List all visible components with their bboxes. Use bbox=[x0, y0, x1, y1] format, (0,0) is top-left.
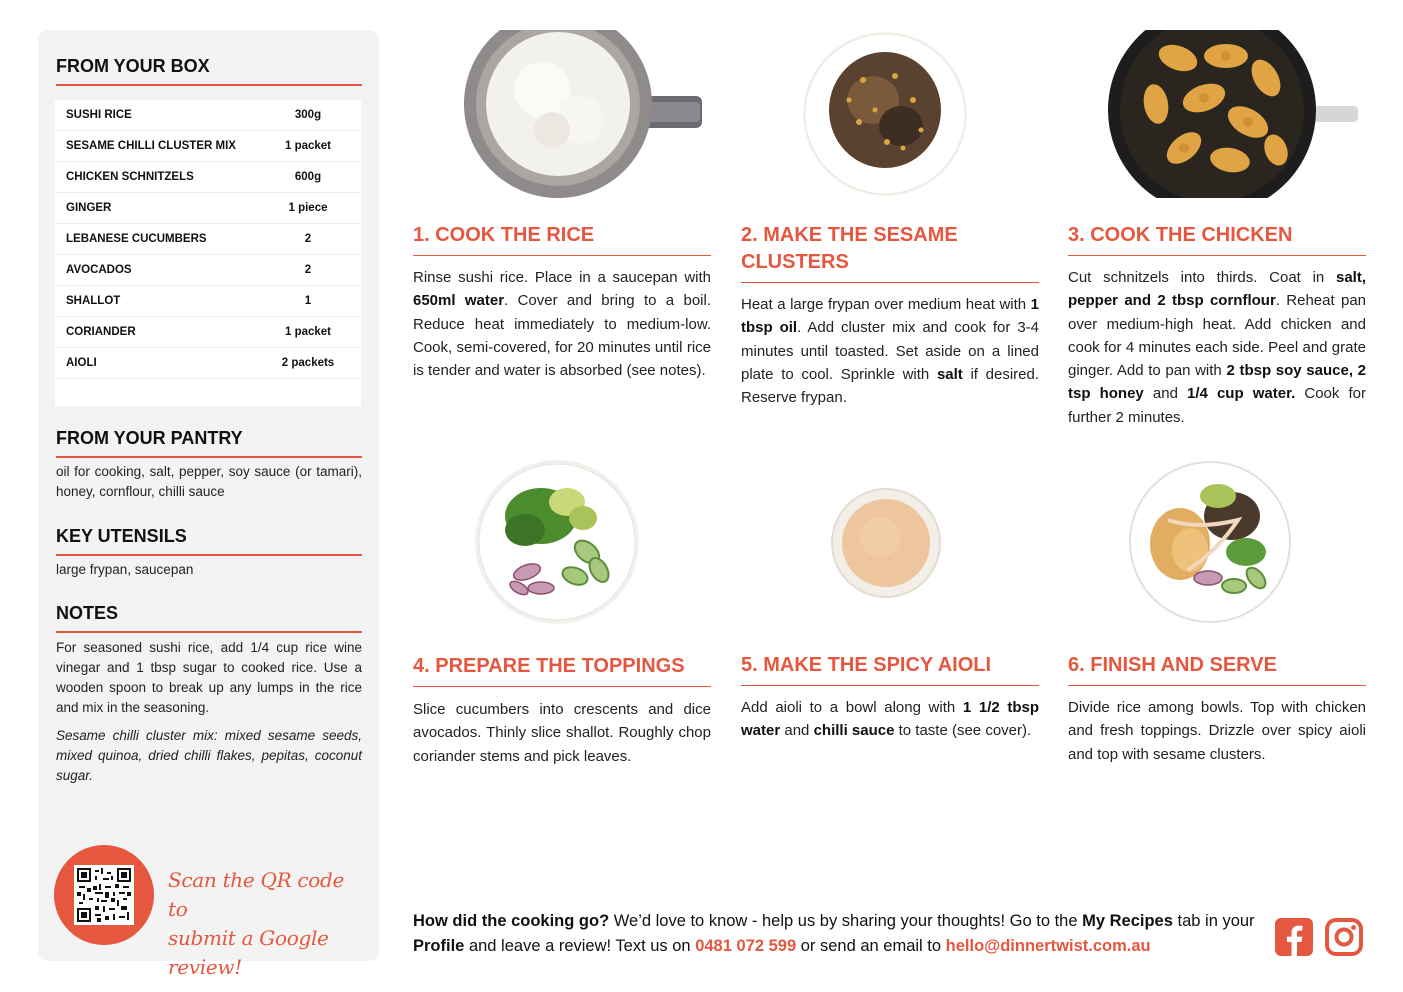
footer-contact-link[interactable]: hello@dinnertwist.com.au bbox=[945, 937, 1151, 955]
step-body-text: . Add cluster mix and cook for 3-4 minutes until toasted. Set aside on a lined plate to cool. Sprinkle with bbox=[741, 319, 1040, 383]
chicken-in-frypan-photo bbox=[1108, 30, 1358, 198]
box-item-row bbox=[55, 193, 361, 224]
step-2-body bbox=[741, 293, 1039, 409]
box-item-name: SUSHI RICE bbox=[66, 109, 132, 121]
step-body-text: Cut schnitzels into thirds. Coat in bbox=[1068, 269, 1336, 286]
box-item-qty: 1 piece bbox=[288, 202, 328, 214]
step-body-text: Cook for further 2 minutes. bbox=[1068, 385, 1366, 426]
footer-text: and leave a review! Text us on bbox=[464, 937, 696, 955]
step-2-title: 2. MAKE THE SESAME CLUSTERS bbox=[741, 222, 1039, 283]
footer-contact-link[interactable]: 0481 072 599 bbox=[695, 937, 797, 955]
step-body-text: and bbox=[780, 722, 814, 740]
footer-text: We’d love to know - help us by sharing your thoughts! Go to the bbox=[609, 912, 1083, 930]
utensils-text: large frypan, saucepan bbox=[56, 562, 194, 577]
pantry-text: oil for cooking, salt, pepper, soy sauce (or tamari), honey, cornflour, chilli sauce bbox=[56, 464, 362, 499]
step-body-emphasis: salt bbox=[936, 365, 963, 383]
facebook-icon[interactable] bbox=[1275, 918, 1313, 956]
box-item-qty: 2 bbox=[304, 233, 312, 245]
footer-text: My Recipes bbox=[1082, 912, 1173, 930]
box-item-qty: 1 bbox=[304, 295, 312, 307]
box-item-name: SHALLOT bbox=[66, 295, 121, 307]
key-utensils-heading: KEY UTENSILS bbox=[56, 526, 362, 556]
sidebar bbox=[38, 30, 379, 979]
box-item-name: GINGER bbox=[66, 202, 112, 214]
box-item-qty: 2 packets bbox=[281, 357, 335, 369]
qr-prompt bbox=[168, 866, 368, 982]
step-body-emphasis: 1 tbsp oil bbox=[741, 296, 1039, 337]
toppings-photo bbox=[475, 460, 639, 624]
box-item-row bbox=[55, 255, 361, 286]
box-item-name: CORIANDER bbox=[66, 326, 136, 338]
step-body-emphasis: 650ml water bbox=[413, 292, 505, 310]
box-ingredients-table bbox=[55, 100, 361, 406]
review-footer bbox=[413, 909, 1263, 959]
box-item-name: CHICKEN SCHNITZELS bbox=[66, 171, 194, 183]
box-item-qty: 2 bbox=[304, 264, 312, 276]
notes-text: For seasoned sushi rice, add 1/4 cup rice wine vinegar and 1 tbsp sugar to cooked rice. Use a wooden spoon to break up any lumps in the rice and mix in the seasoning. bbox=[56, 640, 362, 715]
box-item-qty: 1 packet bbox=[284, 140, 332, 152]
box-item-row bbox=[55, 131, 361, 162]
step-body-text: Slice cucumbers into crescents and dice avocados. Thinly slice shallot. Roughly chop coriander stems and pick leaves. bbox=[413, 701, 711, 765]
step-6-title: 6. FINISH AND SERVE bbox=[1068, 652, 1366, 686]
step-5-title: 5. MAKE THE SPICY AIOLI bbox=[741, 652, 1039, 686]
step-3-title: 3. COOK THE CHICKEN bbox=[1068, 222, 1366, 256]
box-item-name: LEBANESE CUCUMBERS bbox=[66, 233, 207, 245]
box-item-name: AIOLI bbox=[66, 357, 97, 369]
box-item-row bbox=[55, 162, 361, 193]
rice-in-saucepan-photo bbox=[462, 30, 702, 198]
box-item-name: SESAME CHILLI CLUSTER MIX bbox=[66, 140, 236, 152]
step-body-emphasis: 1/4 cup water. bbox=[1187, 385, 1296, 403]
from-your-pantry-heading: FROM YOUR PANTRY bbox=[56, 428, 362, 458]
step-body-text: . Cover and bring to a boil. Reduce heat immediately to medium-low. Cook, semi-covered, for 20 minutes until rice is tender and water is absorbed (see notes). bbox=[413, 292, 712, 380]
box-item-name: AVOCADOS bbox=[66, 264, 132, 276]
qr-prompt-line-2: submit a Google review! bbox=[168, 926, 329, 979]
footer-text: tab in your bbox=[1172, 912, 1255, 930]
step-body-text: if desired. Reserve frypan. bbox=[741, 365, 1039, 407]
instagram-icon[interactable] bbox=[1325, 918, 1363, 956]
box-item-row bbox=[55, 348, 361, 379]
step-6-body bbox=[1068, 696, 1366, 766]
step-body-text: . Reheat pan over medium-high heat. Add chicken and cook for 4 minutes each side. Peel and grate ginger. Add to pan with bbox=[1068, 292, 1366, 380]
footer-text: or send an email to bbox=[796, 937, 946, 955]
step-4-title: 4. PREPARE THE TOPPINGS bbox=[413, 653, 711, 687]
aioli-photo bbox=[830, 487, 942, 599]
box-item-qty: 1 packet bbox=[284, 326, 332, 338]
notes-heading: NOTES bbox=[56, 603, 362, 633]
qr-prompt-line-1: Scan the QR code to bbox=[168, 868, 345, 921]
step-5-body bbox=[741, 696, 1039, 743]
step-body-text: Rinse sushi rice. Place in a saucepan with bbox=[413, 269, 711, 286]
box-item-row bbox=[55, 317, 361, 348]
step-1-title: 1. COOK THE RICE bbox=[413, 222, 711, 256]
step-body-emphasis: 2 tbsp soy sauce, 2 tsp honey bbox=[1068, 362, 1366, 403]
step-body-text: to taste (see cover). bbox=[894, 722, 1032, 740]
step-body-emphasis: salt, pepper and 2 tbsp cornflour bbox=[1068, 269, 1366, 310]
qr-code-icon[interactable] bbox=[74, 865, 134, 925]
notes-cluster-mix-text: Sesame chilli cluster mix: mixed sesame seeds, mixed quinoa, dried chilli flakes, pepitas, coconut sugar. bbox=[56, 728, 362, 783]
footer-text: Profile bbox=[413, 937, 465, 955]
sesame-clusters-photo bbox=[803, 30, 967, 198]
finished-bowl-photo bbox=[1128, 460, 1292, 624]
box-item-qty: 600g bbox=[294, 171, 322, 183]
box-item-row bbox=[55, 286, 361, 317]
step-3-body bbox=[1068, 266, 1366, 429]
step-body-text: Divide rice among bowls. Top with chicken and fresh toppings. Drizzle over spicy aioli and top with sesame clusters. bbox=[1068, 699, 1366, 763]
footer-text: How did the cooking go? bbox=[413, 912, 610, 930]
step-body-text: Add aioli to a bowl along with bbox=[741, 699, 963, 716]
step-body-text: Heat a large frypan over medium heat with bbox=[741, 296, 1031, 313]
step-1-body bbox=[413, 266, 711, 382]
step-body-text: and bbox=[1143, 385, 1188, 403]
box-item-row bbox=[55, 100, 361, 131]
from-your-box-heading: FROM YOUR BOX bbox=[56, 56, 362, 86]
step-4-body bbox=[413, 698, 711, 768]
box-item-row bbox=[55, 224, 361, 255]
box-item-qty: 300g bbox=[294, 109, 322, 121]
step-body-emphasis: chilli sauce bbox=[813, 722, 895, 740]
step-body-emphasis: 1 1/2 tbsp water bbox=[741, 699, 1039, 740]
qr-badge bbox=[54, 845, 154, 945]
